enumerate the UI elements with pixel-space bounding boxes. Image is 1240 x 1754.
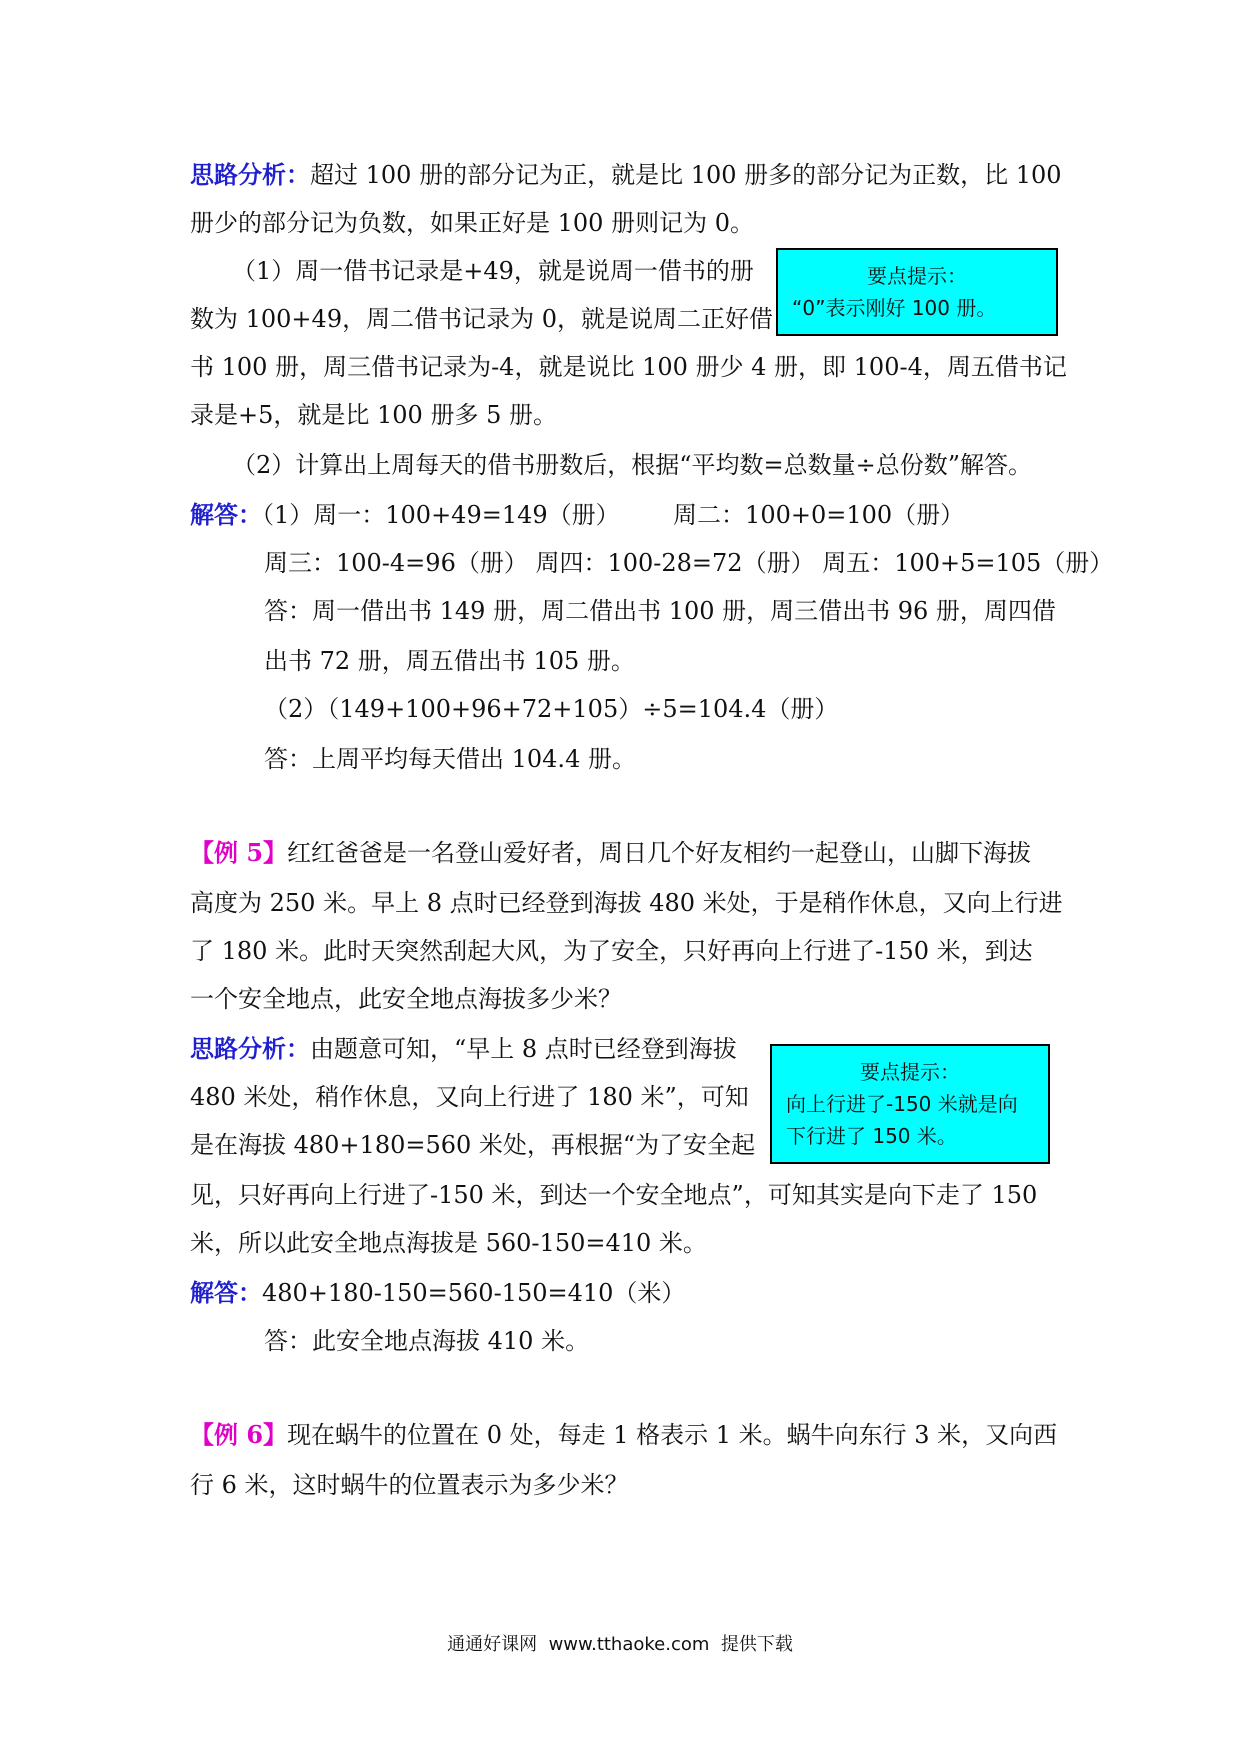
example5-line-4: 一个安全地点，此安全地点海拔多少米？: [190, 985, 622, 1013]
example6-label: 【例 6】: [190, 1420, 288, 1449]
example5-analysis-line-2: 480 米处，稍作休息，又向上行进了 180 米”，可知: [190, 1083, 749, 1111]
example5-analysis-line-5: 米，所以此安全地点海拔是 560-150=410 米。: [190, 1229, 707, 1257]
example6-line-2: 行 6 米，这时蜗牛的位置表示为多少米？: [190, 1471, 629, 1499]
key-point-note: [776, 248, 1058, 336]
note2-body-line-1: 向上行进了-150 米就是向: [786, 1092, 1018, 1116]
answer-label: 解答：: [190, 500, 262, 529]
note-body: “0”表示刚好 100 册。: [792, 296, 997, 320]
answer-line-4: 出书 72 册，周五借出书 105 册。: [264, 647, 635, 675]
analysis-line-5: 书 100 册，周三借书记录为-4，就是说比 100 册少 4 册，即 100-4，周五借书记: [190, 353, 1067, 381]
key-point-note-2: [770, 1044, 1050, 1164]
analysis-line-6: 录是+5，就是比 100 册多 5 册。: [190, 401, 557, 429]
answer-line-5: （2）（149+100+96+72+105）÷5=104.4（册）: [264, 695, 839, 723]
note-title: 要点提示：: [867, 264, 967, 288]
answer-line-2: 周三：100-4=96（册） 周四：100-28=72（册） 周五：100+5=105（册）: [264, 549, 1114, 577]
analysis-line-3: （1）周一借书记录是+49，就是说周一借书的册: [232, 257, 754, 285]
example5-analysis-label: 思路分析：: [190, 1034, 310, 1063]
analysis-label: 思路分析：: [190, 160, 310, 189]
analysis-line-7: （2）计算出上周每天的借书册数后，根据“平均数=总数量÷总份数”解答。: [232, 451, 1033, 479]
example5-label: 【例 5】: [190, 838, 288, 867]
example5-answer-label: 解答：: [190, 1278, 262, 1307]
example5-answer-line-2: 答：此安全地点海拔 410 米。: [264, 1327, 590, 1355]
note2-body-line-2: 下行进了 150 米。: [786, 1124, 957, 1148]
analysis-line-4: 数为 100+49，周二借书记录为 0，就是说周二正好借: [190, 305, 773, 333]
example5-analysis-line-4: 见，只好再向上行进了-150 米，到达一个安全地点”，可知其实是向下走了 150: [190, 1181, 1038, 1209]
note2-title: 要点提示：: [860, 1060, 960, 1084]
answer-line-3: 答：周一借出书 149 册，周二借出书 100 册，周三借出书 96 册，周四借: [264, 597, 1056, 625]
example5-line-1: 【例 5】红红爸爸是一名登山爱好者，周日几个好友相约一起登山，山脚下海拔: [190, 838, 1032, 867]
answer-line-1: 解答：（1）周一：100+49=149（册） 周二：100+0=100（册）: [190, 500, 965, 529]
answer-line-6: 答：上周平均每天借出 104.4 册。: [264, 745, 636, 773]
analysis-line-1: 思路分析：超过 100 册的部分记为正，就是比 100 册多的部分记为正数，比 100: [190, 160, 1062, 189]
example5-analysis-line-3: 是在海拔 480+180=560 米处，再根据“为了安全起: [190, 1131, 756, 1159]
analysis-line-2: 册少的部分记为负数，如果正好是 100 册则记为 0。: [190, 209, 754, 237]
example5-line-3: 了 180 米。此时天突然刮起大风，为了安全，只好再向上行进了-150 米，到达: [190, 937, 1033, 965]
example5-analysis-line-1: 思路分析：由题意可知，“早上 8 点时已经登到海拔: [190, 1034, 737, 1063]
example5-answer-line-1: 解答：480+180-150=560-150=410（米）: [190, 1278, 686, 1307]
example6-line-1: 【例 6】现在蜗牛的位置在 0 处，每走 1 格表示 1 米。蜗牛向东行 3 米，又向西: [190, 1420, 1058, 1449]
footer-text: 通通好课网 www.tthaoke.com 提供下载: [447, 1634, 793, 1655]
example5-line-2: 高度为 250 米。早上 8 点时已经登到海拔 480 米处，于是稍作休息，又向上行进: [190, 889, 1063, 917]
